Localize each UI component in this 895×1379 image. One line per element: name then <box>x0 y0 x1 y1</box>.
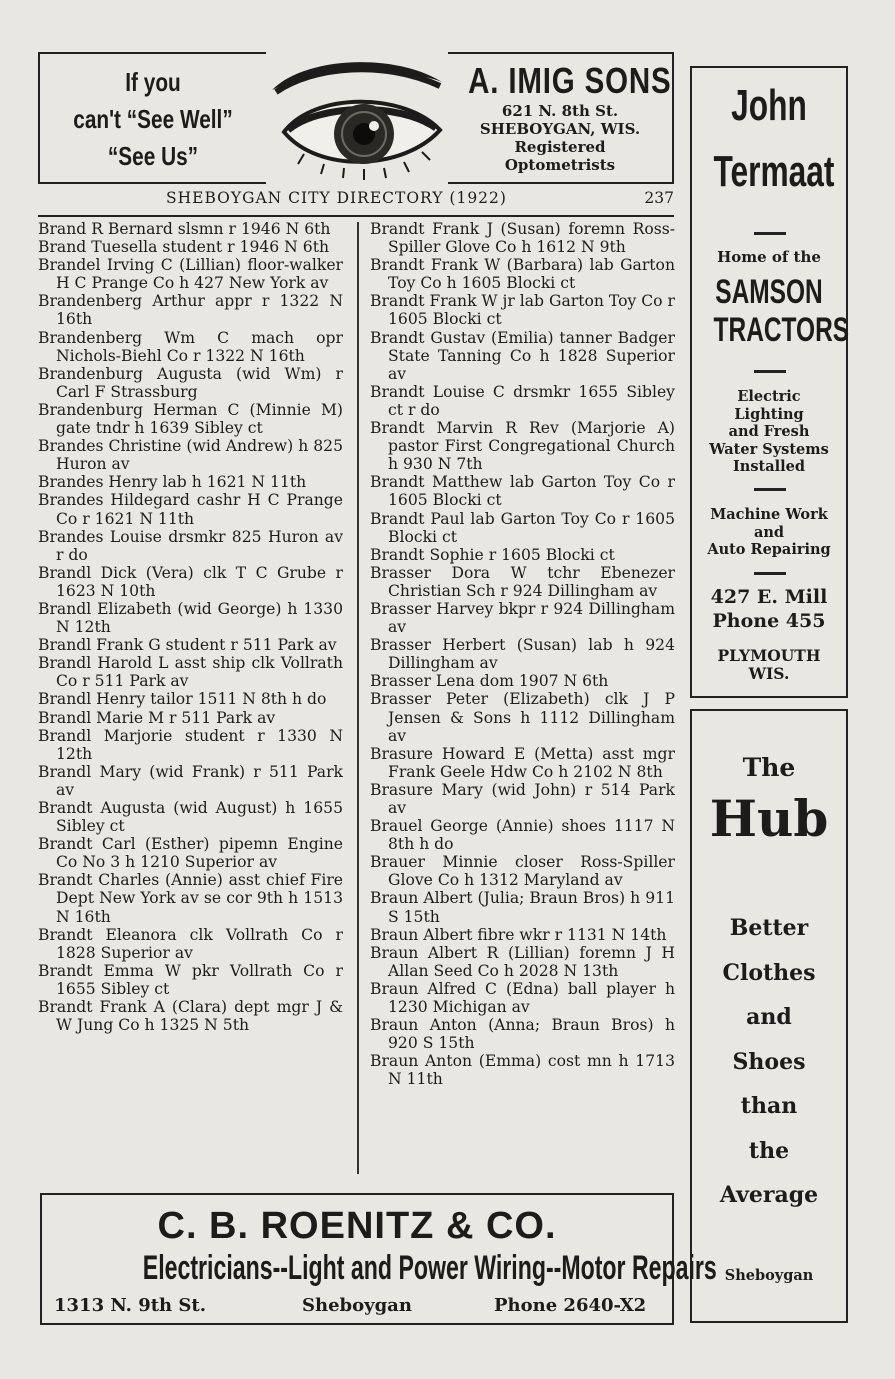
ad-machine-block <box>692 506 846 559</box>
ad-machine-line: Machine Work <box>710 506 828 523</box>
directory-entry: Brandt Louise C drsmkr 1655 Sibley ct r do <box>370 382 675 419</box>
directory-entry: Brandt Matthew lab Garton Toy Co r 1605 Blocki ct <box>370 473 675 510</box>
directory-entry: Brasser Harvey bkpr r 924 Dillingham av <box>370 599 675 637</box>
directory-entry: Brandenberg Arthur appr r 1322 N 16th <box>38 292 343 329</box>
directory-entry: Brandt Frank W jr lab Garton Toy Co r 1605 Blocki ct <box>370 292 675 329</box>
directory-entry: Brandl Elizabeth (wid George) h 1330 N 12th <box>38 599 343 637</box>
ad-registered: Registered <box>514 138 606 156</box>
ad-optometrists: Optometrists <box>504 156 616 174</box>
ad-hub-line: Shoes <box>732 1048 806 1075</box>
ad-roenitz-address: 1313 N. 9th St. <box>54 1295 206 1316</box>
directory-entry: Brasure Mary (wid John) r 514 Park av <box>370 780 675 817</box>
ad-hub-line: and <box>746 1004 792 1030</box>
directory-entry: Brandes Louise drsmkr 825 Huron av r do <box>38 527 343 564</box>
directory-entry: Brandel Irving C (Lillian) floor-walker H C Prange Co h 427 New York av <box>38 256 343 293</box>
directory-entry: Brandl Marie M r 511 Park av <box>38 708 276 727</box>
ad-hub-line: the <box>748 1137 790 1164</box>
directory-entry: Brandt Carl (Esther) pipemn Engine Co No 3 h 1210 Superior av <box>38 835 343 872</box>
directory-entry: Brasure Howard E (Metta) asst mgr Frank Geele Hdw Co h 2102 N 8th <box>370 744 675 781</box>
directory-entry: Brandt Marvin R Rev (Marjorie A) pastor First Congregational Church h 930 N 7th <box>370 419 675 474</box>
ad-hub-city: Sheboygan <box>724 1267 814 1284</box>
directory-title: SHEBOYGAN CITY DIRECTORY (1922) <box>166 189 507 207</box>
directory-entry: Brasser Dora W tchr Ebenezer Christian Sch r 924 Dillingham av <box>370 563 675 600</box>
directory-entry: Brandt Frank J (Susan) foremn Ross-Spiller Glove Co h 1612 N 9th <box>370 220 675 257</box>
ad-divider <box>754 572 786 575</box>
ad-slogan <box>63 64 244 175</box>
ad-termaat-city: PLYMOUTH <box>717 646 821 665</box>
ad-hub-title: Hub <box>709 789 829 848</box>
ad-electric-block <box>692 388 846 476</box>
ad-roenitz-city: Sheboygan <box>302 1295 412 1316</box>
ad-roenitz-phone: Phone 2640-X2 <box>494 1295 647 1316</box>
directory-entry: Brand Tuesella student r 1946 N 6th <box>38 238 329 257</box>
ad-machine-line: Auto Repairing <box>707 541 831 558</box>
ad-box-imig-sons <box>448 52 674 184</box>
page-header <box>38 189 674 217</box>
ad-slogan-line-2: can't “See Well” <box>73 104 233 134</box>
directory-entry: Brandt Eleanora clk Vollrath Co r 1828 Superior av <box>38 925 343 962</box>
directory-entry: Brandl Harold L asst ship clk Vollrath Co r 511 Park av <box>38 654 343 691</box>
directory-column-right <box>370 220 675 1089</box>
ad-electric-line: Installed <box>733 458 805 475</box>
directory-entry: Brandt Frank W (Barbara) lab Garton Toy Co h 1605 Blocki ct <box>370 256 675 293</box>
ad-termaat-state: WIS. <box>748 664 790 683</box>
directory-entry: Brandenberg Wm C mach opr Nichols-Biehl Co r 1322 N 16th <box>38 328 343 365</box>
ad-roenitz-name: C. B. ROENITZ & CO. <box>157 1205 557 1247</box>
directory-entry: Brandt Charles (Annie) asst chief Fire Dept New York av se cor 9th h 1513 N 16th <box>38 871 343 926</box>
ad-roenitz-tagline: Electricians--Light and Power Wiring--Motor Repairs <box>142 1249 717 1287</box>
directory-entry: Brauer Minnie closer Ross-Spiller Glove Co h 1312 Maryland av <box>370 853 675 890</box>
directory-entry: Braun Albert fibre wkr r 1131 N 14th <box>370 925 667 944</box>
ad-slogan-line-3: “See Us” <box>107 141 199 171</box>
ad-address: 621 N. 8th St. <box>501 102 619 120</box>
ad-electric-line: Water Systems <box>709 440 829 458</box>
ad-hub-line: Average <box>719 1182 819 1208</box>
ad-termaat-address: 427 E. Mill <box>710 586 828 608</box>
directory-entry: Braun Anton (Emma) cost mn h 1713 N 11th <box>370 1052 675 1089</box>
ad-hub-line: Clothes <box>722 959 816 986</box>
ad-box-hub <box>690 709 848 1323</box>
directory-entry: Brandl Marjorie student r 1330 N 12th <box>38 726 343 763</box>
directory-entry: Braun Albert R (Lillian) foremn J H Allan Seed Co h 2028 N 13th <box>370 943 675 980</box>
directory-entry: Brandenburg Augusta (wid Wm) r Carl F Strassburg <box>38 364 343 401</box>
column-divider <box>357 222 359 1174</box>
directory-entry: Brandes Christine (wid Andrew) h 825 Huron av <box>38 437 343 474</box>
page-number: 237 <box>644 189 674 207</box>
ad-divider <box>754 370 786 373</box>
directory-entry: Braun Albert (Julia; Braun Bros) h 911 S 15th <box>370 889 675 926</box>
directory-entry: Brandt Sophie r 1605 Blocki ct <box>370 545 615 564</box>
directory-entry: Brandl Mary (wid Frank) r 511 Park av <box>38 762 343 799</box>
ad-hub-slogan <box>692 906 846 1218</box>
directory-entry: Brandl Frank G student r 511 Park av <box>38 636 337 655</box>
ad-hub-line: than <box>740 1093 798 1119</box>
directory-entry: Brandl Henry tailor 1511 N 8th h do <box>38 690 327 709</box>
ad-electric-line: Lighting <box>734 405 804 423</box>
directory-entry: Braun Alfred C (Edna) ball player h 1230 Michigan av <box>370 979 675 1017</box>
directory-entry: Brandt Paul lab Garton Toy Co r 1605 Blocki ct <box>370 509 675 546</box>
ad-divider <box>754 488 786 491</box>
ad-box-roenitz <box>40 1193 717 1325</box>
ad-termaat-name-2: Termaat <box>713 147 835 196</box>
ad-box-see-well <box>38 52 266 184</box>
ad-termaat-phone: Phone 455 <box>712 610 826 632</box>
directory-entry: Brasser Peter (Elizabeth) clk J P Jensen & Sons h 1112 Dillingham av <box>370 690 675 745</box>
ad-slogan-line-1: If you <box>125 67 181 97</box>
directory-column-left <box>38 220 343 1034</box>
ad-hub-the: The <box>742 753 796 782</box>
directory-entry: Brauel George (Annie) shoes 1117 N 8th h do <box>370 817 675 854</box>
directory-entry: Brandl Dick (Vera) clk T C Grube r 1623 N 10th <box>38 563 343 600</box>
directory-entry: Brasser Herbert (Susan) lab h 924 Dillingham av <box>370 636 675 673</box>
ad-box-termaat <box>690 66 848 698</box>
directory-entry: Brandt Gustav (Emilia) tanner Badger State Tanning Co h 1828 Superior av <box>370 328 675 383</box>
ad-city: SHEBOYGAN, WIS. <box>479 120 641 138</box>
ad-company-name: A. IMIG SONS <box>468 60 672 101</box>
ad-machine-line: and <box>753 523 785 541</box>
directory-entry: Brand R Bernard slsmn r 1946 N 6th <box>38 220 331 238</box>
ad-samson: SAMSON <box>715 273 823 311</box>
directory-entry: Brandes Hildegard cashr H C Prange Co r 1621 N 11th <box>38 491 343 528</box>
ad-electric-line: Electric <box>737 388 801 405</box>
ad-termaat-name-1: John <box>731 81 807 130</box>
ad-home-of: Home of the <box>717 248 821 266</box>
directory-entry: Brandt Augusta (wid August) h 1655 Sibley ct <box>38 799 343 836</box>
directory-entry: Brandt Frank A (Clara) dept mgr J & W Jung Co h 1325 N 5th <box>38 998 343 1035</box>
directory-entry: Brandenburg Herman C (Minnie M) gate tndr h 1639 Sibley ct <box>38 400 343 438</box>
directory-entry: Brasser Lena dom 1907 N 6th <box>370 672 609 691</box>
eye-illustration-icon <box>264 52 450 184</box>
directory-entry: Braun Anton (Anna; Braun Bros) h 920 S 15th <box>370 1016 675 1053</box>
ad-tractors: TRACTORS <box>713 311 850 349</box>
ad-hub-line: Better <box>729 915 809 941</box>
ad-divider <box>754 232 786 235</box>
ad-electric-line: and Fresh <box>728 423 810 440</box>
directory-entry: Brandt Emma W pkr Vollrath Co r 1655 Sibley ct <box>38 961 343 998</box>
directory-entry: Brandes Henry lab h 1621 N 11th <box>38 473 307 492</box>
